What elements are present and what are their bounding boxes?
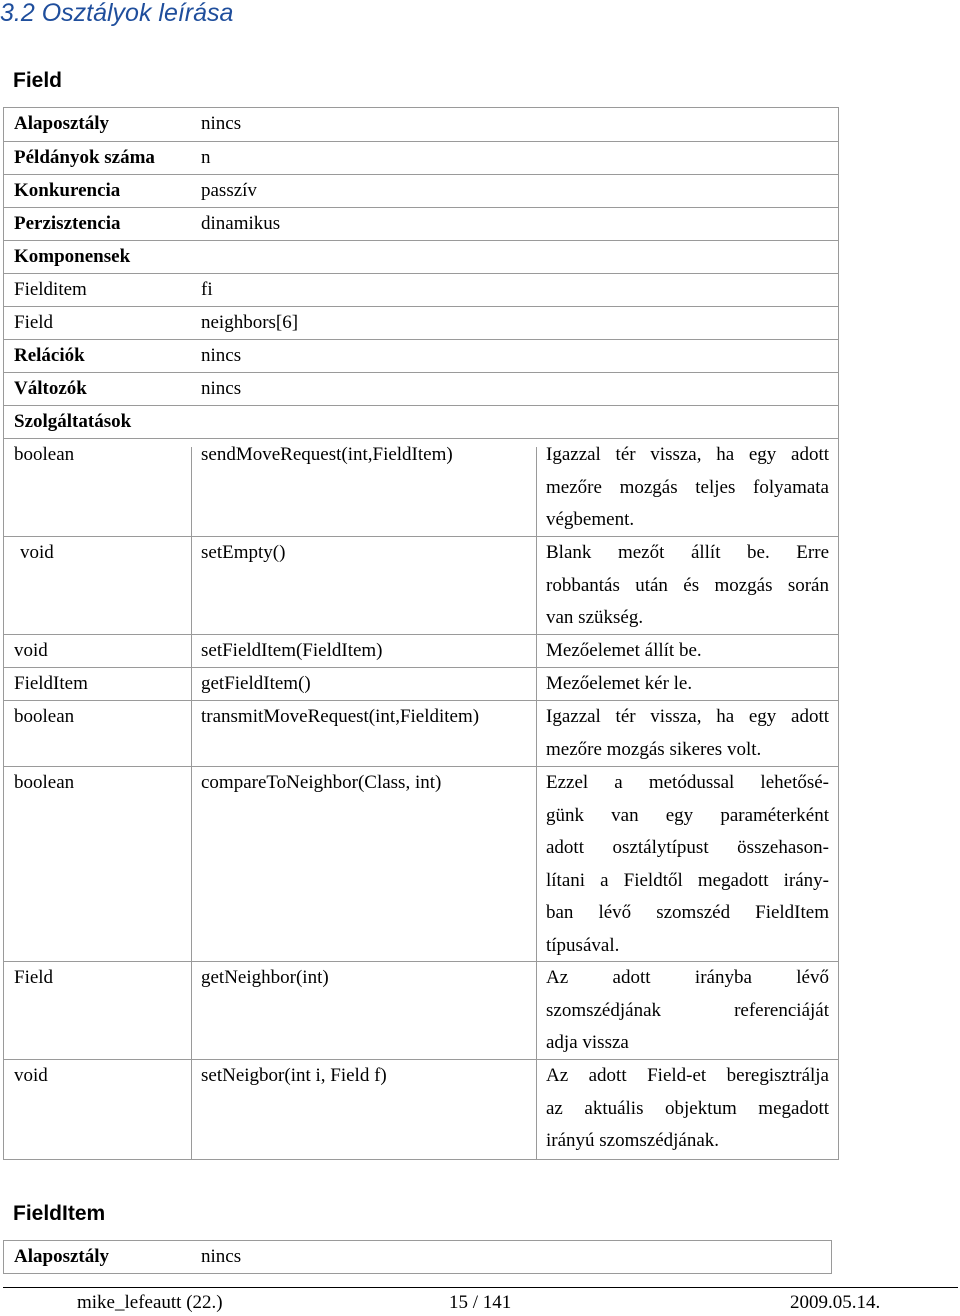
row-value: dinamikus bbox=[201, 213, 281, 234]
description-line: mezőre mozgás teljes folyamata bbox=[546, 476, 829, 498]
description-line: irányú szomszédjának. bbox=[546, 1130, 720, 1152]
method-description bbox=[546, 767, 829, 963]
description-line: szomszédjának referenciáját bbox=[546, 999, 829, 1021]
method-signature: compareToNeighbor(Class, int) bbox=[201, 772, 442, 793]
row-label: Konkurencia bbox=[14, 180, 121, 201]
method-signature: setNeigbor(int i, Field f) bbox=[201, 1065, 387, 1086]
row-label: Példányok száma bbox=[14, 147, 155, 168]
component-name: fi bbox=[201, 279, 213, 300]
row-label: Perzisztencia bbox=[14, 213, 121, 234]
row-label: Alaposztály bbox=[14, 1246, 109, 1267]
method-row bbox=[4, 961, 838, 1059]
row-label: Alaposztály bbox=[14, 113, 109, 134]
description-line: adja vissza bbox=[546, 1032, 629, 1054]
description-line: lítani a Fieldtől megadott irány- bbox=[546, 869, 829, 891]
method-return-type: FieldItem bbox=[14, 673, 88, 694]
method-row bbox=[4, 634, 838, 667]
table-row bbox=[4, 273, 838, 306]
method-description bbox=[546, 439, 829, 537]
method-signature: setFieldItem(FieldItem) bbox=[201, 640, 383, 661]
description-line: günk van egy paraméterként bbox=[546, 804, 829, 826]
method-row bbox=[4, 700, 838, 766]
method-description bbox=[546, 635, 829, 668]
method-row bbox=[4, 667, 838, 700]
method-signature: setEmpty() bbox=[201, 542, 286, 563]
column-divider bbox=[191, 447, 192, 1160]
description-line: Igazzal tér vissza, ha egy adott bbox=[546, 444, 829, 465]
method-row bbox=[4, 1059, 838, 1156]
description-line: Az adott Field-et beregisztrálja bbox=[546, 1065, 829, 1086]
method-return-type: void bbox=[20, 542, 54, 563]
method-description bbox=[546, 537, 829, 635]
field-class-table bbox=[3, 107, 839, 1160]
footer-divider bbox=[3, 1287, 958, 1288]
fielditem-class-table bbox=[3, 1240, 832, 1274]
description-line: Mezőelemet állít be. bbox=[546, 640, 702, 661]
description-line: Ezzel a metódussal lehetősé- bbox=[546, 772, 829, 793]
row-label: Szolgáltatások bbox=[14, 411, 132, 432]
method-description bbox=[546, 1060, 829, 1158]
method-return-type: Field bbox=[14, 967, 54, 988]
component-type: Field bbox=[14, 312, 54, 333]
description-line: robbantás után és mozgás során bbox=[546, 574, 829, 596]
table-row bbox=[4, 141, 838, 174]
row-value: nincs bbox=[201, 345, 242, 366]
method-description bbox=[546, 962, 829, 1060]
row-value: nincs bbox=[201, 113, 242, 134]
row-label: Változók bbox=[14, 378, 87, 399]
component-name: neighbors[6] bbox=[201, 312, 299, 333]
description-line: Az adott irányba lévő bbox=[546, 967, 829, 988]
method-return-type: boolean bbox=[14, 772, 75, 793]
section-heading: 3.2 Osztályok leírása bbox=[0, 0, 234, 27]
method-return-type: void bbox=[14, 640, 48, 661]
method-signature: transmitMoveRequest(int,Fielditem) bbox=[201, 706, 480, 727]
description-line: típusával. bbox=[546, 934, 620, 956]
method-description bbox=[546, 668, 829, 701]
description-line: Igazzal tér vissza, ha egy adott bbox=[546, 706, 829, 727]
class-title-fielditem: FieldItem bbox=[13, 1202, 106, 1225]
description-line: mezőre mozgás sikeres volt. bbox=[546, 738, 762, 760]
row-label: Komponensek bbox=[14, 246, 131, 267]
method-row bbox=[4, 766, 838, 961]
table-row bbox=[4, 306, 838, 339]
column-divider bbox=[536, 447, 537, 1160]
row-label: Relációk bbox=[14, 345, 85, 366]
footer-page-number: 15 / 141 bbox=[449, 1292, 512, 1313]
description-line: Mezőelemet kér le. bbox=[546, 673, 693, 694]
table-row bbox=[4, 372, 838, 405]
method-return-type: boolean bbox=[14, 706, 75, 727]
method-signature: getFieldItem() bbox=[201, 673, 311, 694]
class-title-field: Field bbox=[13, 69, 63, 92]
table-row bbox=[4, 339, 838, 372]
row-value: nincs bbox=[201, 378, 242, 399]
footer-date: 2009.05.14. bbox=[790, 1292, 881, 1313]
table-row bbox=[4, 240, 838, 273]
description-line: adott osztálytípust összehason- bbox=[546, 837, 829, 859]
method-signature: getNeighbor(int) bbox=[201, 967, 329, 988]
description-line: az aktuális objektum megadott bbox=[546, 1097, 829, 1119]
table-row bbox=[4, 1241, 831, 1273]
description-line: végbement. bbox=[546, 509, 635, 531]
table-row bbox=[4, 207, 838, 240]
method-return-type: boolean bbox=[14, 444, 75, 465]
table-row bbox=[4, 174, 838, 207]
table-row bbox=[4, 405, 838, 438]
row-value: n bbox=[201, 147, 211, 168]
method-row bbox=[4, 438, 838, 536]
row-value: nincs bbox=[201, 1246, 242, 1267]
table-row bbox=[4, 108, 838, 141]
method-signature: sendMoveRequest(int,FieldItem) bbox=[201, 444, 453, 465]
method-description bbox=[546, 701, 829, 766]
row-value: passzív bbox=[201, 180, 257, 201]
method-row bbox=[4, 536, 838, 634]
footer-author: mike_lefeautt (22.) bbox=[77, 1292, 223, 1313]
description-line: Blank mezőt állít be. Erre bbox=[546, 542, 829, 563]
component-type: Fielditem bbox=[14, 279, 87, 300]
description-line: van szükség. bbox=[546, 607, 644, 629]
method-return-type: void bbox=[14, 1065, 48, 1086]
description-line: ban lévő szomszéd FieldItem bbox=[546, 902, 829, 924]
